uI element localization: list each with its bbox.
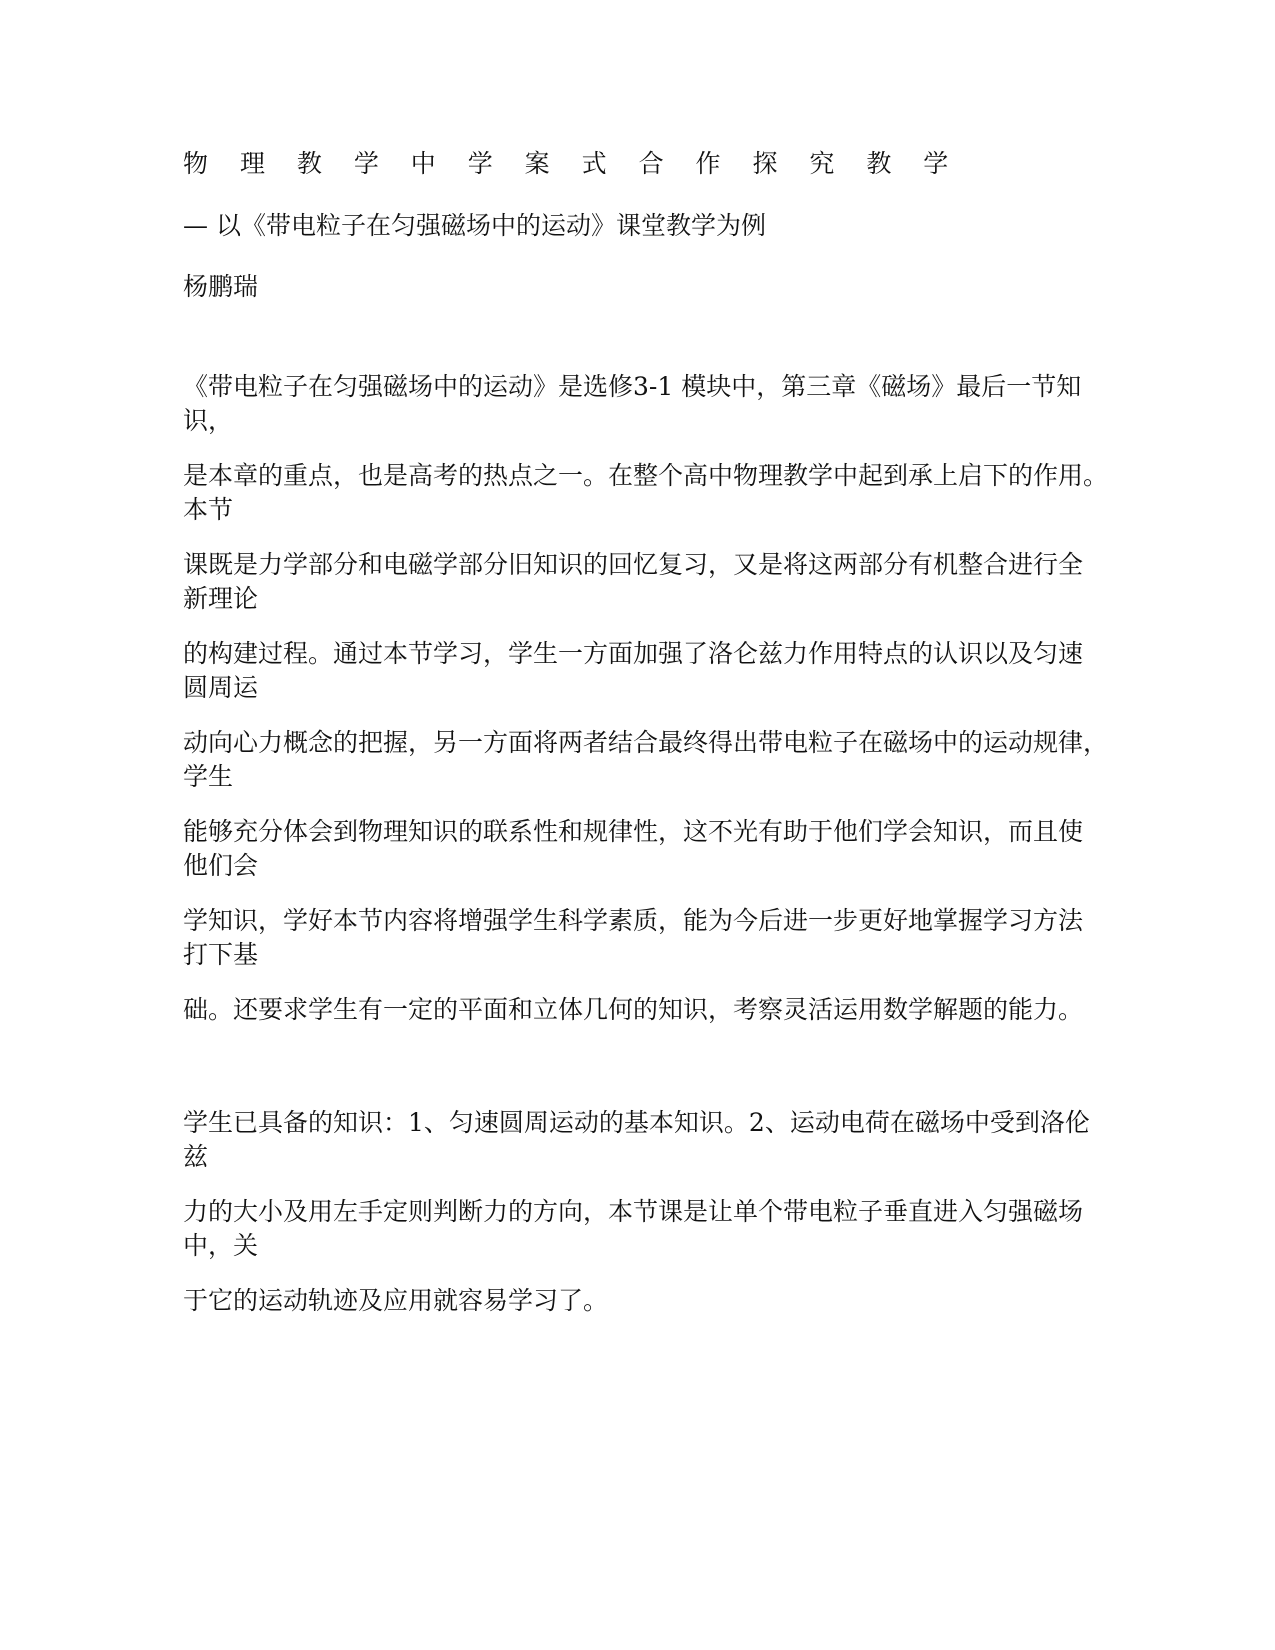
document-subtitle: — 以《带电粒子在匀强磁场中的运动》课堂教学为例 <box>183 211 766 240</box>
paragraph-line: 圆周运 <box>183 673 259 702</box>
paragraph-line: 的构建过程。通过本节学习，学生一方面加强了洛仑兹力作用特点的认识以及匀速 <box>183 639 1084 668</box>
paragraph-line: 于它的运动轨迹及应用就容易学习了。 <box>183 1286 609 1315</box>
paragraph-line: 是本章的重点，也是高考的热点之一。在整个高中物理教学中起到承上启下的作用。 <box>183 461 1109 490</box>
paragraph-line: 学生已具备的知识：1、匀速圆周运动的基本知识。2、运动电荷在磁场中受到洛伦 <box>183 1108 1090 1137</box>
document-title: 物 理 教 学 中 学 案 式 合 作 探 究 教 学 <box>183 149 961 178</box>
paragraph <box>183 726 1109 794</box>
paragraph <box>183 1106 1090 1174</box>
paragraph-line: 动向心力概念的把握，另一方面将两者结合最终得出带电粒子在磁场中的运动规律， <box>183 728 1109 757</box>
paragraph-line: 新理论 <box>183 584 259 613</box>
paragraph <box>183 1195 1083 1263</box>
paragraph <box>183 993 1083 1027</box>
paragraph-line: 中，关 <box>183 1231 259 1260</box>
paragraph <box>183 370 1083 438</box>
paragraph <box>183 637 1083 705</box>
paragraph <box>183 904 1083 972</box>
paragraph-line: 础。还要求学生有一定的平面和立体几何的知识，考察灵活运用数学解题的能力。 <box>183 995 1084 1024</box>
paragraph-line: 他们会 <box>183 851 259 880</box>
paragraph-line: 力的大小及用左手定则判断力的方向，本节课是让单个带电粒子垂直进入匀强磁场 <box>183 1197 1084 1226</box>
author-name: 杨鹏瑞 <box>183 272 259 301</box>
paragraph-line: 《带电粒子在匀强磁场中的运动》是选修3-1 模块中，第三章《磁场》最后一节知 <box>183 372 1082 401</box>
paragraph-line: 课既是力学部分和电磁学部分旧知识的回忆复习，又是将这两部分有机整合进行全 <box>183 550 1084 579</box>
paragraph-line: 识， <box>183 406 234 435</box>
paragraph-line: 本节 <box>183 495 234 524</box>
paragraph-line: 学知识，学好本节内容将增强学生科学素质，能为今后进一步更好地掌握学习方法 <box>183 906 1084 935</box>
paragraph <box>183 548 1083 616</box>
paragraph-line: 能够充分体会到物理知识的联系性和规律性，这不光有助于他们学会知识，而且使 <box>183 817 1084 846</box>
paragraph <box>183 1284 1083 1318</box>
paragraph <box>183 815 1083 883</box>
paragraph-line: 学生 <box>183 762 234 791</box>
paragraph-line: 打下基 <box>183 940 259 969</box>
paragraph-line: 兹 <box>183 1142 209 1171</box>
paragraph <box>183 459 1109 527</box>
